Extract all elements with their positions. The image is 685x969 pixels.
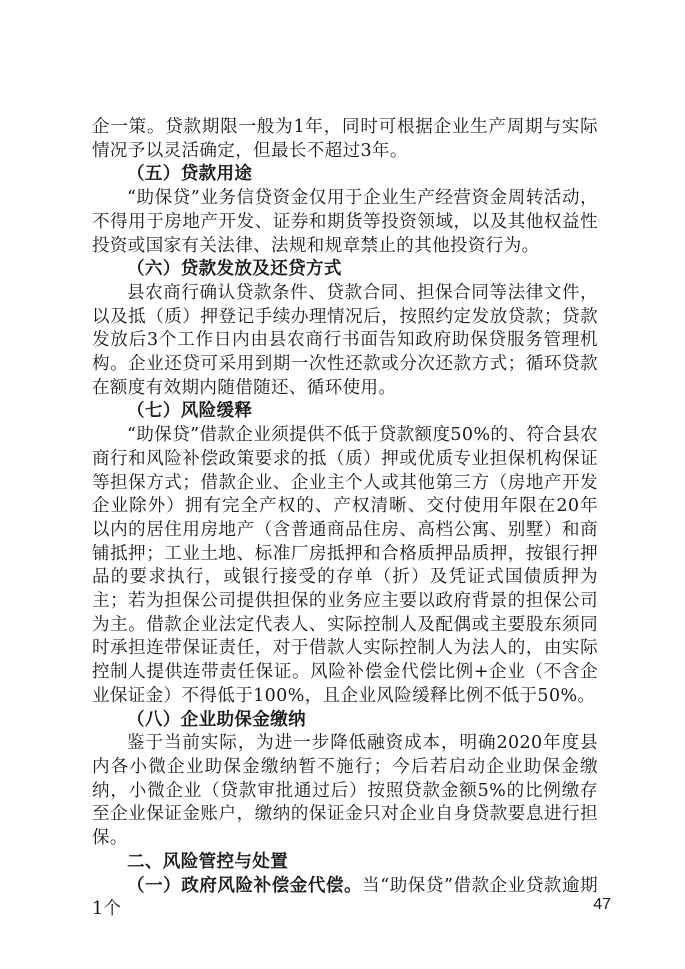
heading-loan-purpose: （五）贷款用途 xyxy=(127,164,253,185)
paragraph-government-compensation xyxy=(92,875,598,922)
paragraph-loan-term: 企一策。贷款期限一般为1年，同时可根据企业生产周期与实际情况予以灵活确定，但最长不超过3年。 xyxy=(92,117,598,161)
section-heading-risk-control: 二、风险管控与处置 xyxy=(127,851,289,872)
page-number: 47 xyxy=(593,896,611,913)
paragraph-government-compensation-text: 当“助保贷”借款企业贷款逾期1个 xyxy=(92,875,598,920)
heading-guarantee-fund: （八）企业助保金缴纳 xyxy=(127,709,306,730)
paragraph-risk-mitigation: “助保贷”借款企业须提供不低于贷款额度50%的、符合县农商行和风险补偿政策要求的抵（质）押或优质专业担保机构保证等担保方式；借款企业、企业主个人或其他第三方（房地产开发企业除外）拥有完全产权的、产权清晰、交付使用年限在20年以内的居住用房地产（含普通商品住房、高档公寓、别墅）和商铺抵押；工业土地、标准厂房抵押和合格质押品质押，按银行押品的要求执行，或银行接受的存单（折）及凭证式国债质押为主；若为担保公司提供担保的业务应主要以政府背景的担保公司为主。借款企业法定代表人、实际控制人及配偶或主要股东须同时承担连带保证责任，对于借款人实际控制人为法人的，由实际控制人提供连带责任保证。风险补偿金代偿比例+企业（不含企业保证金）不得低于100%，且企业风险缓释比例不低于50%。 xyxy=(92,425,598,706)
inline-heading-government-compensation: （一）政府风险补偿金代偿。 xyxy=(127,875,363,896)
paragraph-loan-purpose: “助保贷”业务信贷资金仅用于企业生产经营资金周转活动，不得用于房地产开发、证券和期货等投资领域，以及其他权益性投资或国家有关法律、法规和规章禁止的其他投资行为。 xyxy=(92,188,598,256)
paragraph-guarantee-fund: 鉴于当前实际，为进一步降低融资成本，明确2020年度县内各小微企业助保金缴纳暂不施行；今后若启动企业助保金缴纳，小微企业（贷款审批通过后）按照贷款金额5%的比例缴存至企业保证金账户，缴纳的保证金只对企业自身贷款要息进行担保。 xyxy=(92,733,598,849)
paragraph-loan-disbursement: 县农商行确认贷款条件、贷款合同、担保合同等法律文件，以及抵（质）押登记手续办理情况后，按照约定发放贷款；贷款发放后3个工作日内由县农商行书面告知政府助保贷服务管理机构。企业还贷可采用到期一次性还款或分次还款方式；循环贷款在额度有效期内随借随还、循环使用。 xyxy=(92,282,598,398)
document-body xyxy=(92,116,598,922)
heading-risk-mitigation: （七）风险缓释 xyxy=(127,401,253,422)
heading-loan-disbursement: （六）贷款发放及还贷方式 xyxy=(127,259,342,280)
